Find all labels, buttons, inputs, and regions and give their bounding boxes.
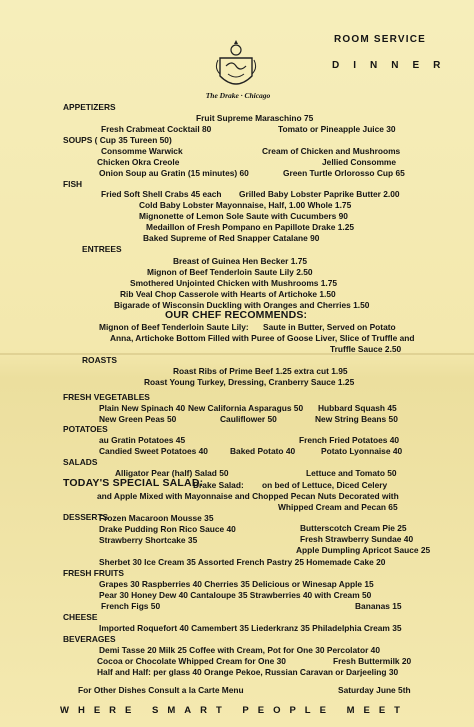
menu-line-e1: Breast of Guinea Hen Becker 1.75 bbox=[173, 256, 308, 266]
menu-line-d2: Butterscotch Cream Pie 25 bbox=[300, 523, 407, 533]
menu-line-p3: Candied Sweet Potatoes 40 bbox=[99, 446, 208, 456]
menu-line-c2: Saute in Butter, Served on Potato bbox=[263, 322, 396, 332]
menu-line-f2: Grilled Baby Lobster Paprike Butter 2.00 bbox=[239, 189, 400, 199]
section-heading-roasts: ROASTS bbox=[82, 355, 117, 365]
menu-line-c1: Mignon of Beef Tenderloin Saute Lily: bbox=[99, 322, 249, 332]
menu-line-p5: Potato Lyonnaise 40 bbox=[321, 446, 403, 456]
section-heading-entrees: ENTREES bbox=[82, 244, 122, 254]
menu-line-s6: Green Turtle Orlorosso Cup 65 bbox=[283, 168, 405, 178]
menu-line-e3: Smothered Unjointed Chicken with Mushrooms 1.75 bbox=[130, 278, 338, 288]
menu-line-v5: Cauliflower 50 bbox=[220, 414, 277, 424]
menu-line-v1: Plain New Spinach 40 bbox=[99, 403, 186, 413]
menu-line-d4: Fresh Strawberry Sundae 40 bbox=[300, 534, 414, 544]
section-heading-fish: FISH bbox=[63, 179, 83, 189]
menu-line-f5: Medaillon of Fresh Pompano en Papillote Drake 1.25 bbox=[146, 222, 355, 232]
menu-line-ch1: Imported Roquefort 40 Camembert 35 Liederkranz 35 Philadelphia Cream 35 bbox=[99, 623, 402, 633]
brand-name: The Drake · Chicago bbox=[205, 91, 271, 100]
menu-line-f3: Cold Baby Lobster Mayonnaise, Half, 1.00 Whole 1.75 bbox=[139, 200, 352, 210]
menu-line-c4: Truffle Sauce 2.50 bbox=[330, 344, 402, 354]
section-heading-potatoes: POTATOES bbox=[63, 424, 108, 434]
section-heading-soups: SOUPS ( Cup 35 Tureen 50) bbox=[63, 135, 172, 145]
menu-line-sp3: and Apple Mixed with Mayonnaise and Chopped Pecan Nuts Decorated with bbox=[97, 491, 399, 501]
menu-line-fr3: French Figs 50 bbox=[101, 601, 161, 611]
menu-line-d6: Apple Dumpling Apricot Sauce 25 bbox=[296, 545, 431, 555]
menu-line-e2: Mignon of Beef Tenderloin Saute Lily 2.50 bbox=[147, 267, 313, 277]
menu-line-f6: Baked Supreme of Red Snapper Catalane 90 bbox=[143, 233, 320, 243]
section-heading-beverages: BEVERAGES bbox=[63, 634, 116, 644]
menu-line-sl1: Alligator Pear (half) Salad 50 bbox=[115, 468, 229, 478]
menu-line-sp4: Whipped Cream and Pecan 65 bbox=[278, 502, 398, 512]
menu-line-c3: Anna, Artichoke Bottom Filled with Puree of Goose Liver, Slice of Truffle and bbox=[110, 333, 415, 343]
menu-line-p4: Baked Potato 40 bbox=[230, 446, 296, 456]
section-heading-appetizers: APPETIZERS bbox=[63, 102, 116, 112]
menu-line-v4: New Green Peas 50 bbox=[99, 414, 177, 424]
section-heading-salads: SALADS bbox=[63, 457, 98, 467]
menu-line-d3: Drake Pudding Ron Rico Sauce 40 bbox=[99, 524, 236, 534]
menu-line-d1: Frozen Macaroon Mousse 35 bbox=[99, 513, 214, 523]
dinner-title: DINNER bbox=[332, 60, 455, 71]
menu-line-fr4: Bananas 15 bbox=[355, 601, 402, 611]
menu-line-o1: For Other Dishes Consult a la Carte Menu bbox=[78, 685, 244, 695]
menu-line-s1: Consomme Warwick bbox=[101, 146, 183, 156]
footer-slogan: WHERE SMART PEOPLE MEET bbox=[60, 705, 409, 716]
menu-line-a1: Fruit Supreme Maraschino 75 bbox=[196, 113, 314, 123]
menu-line-v2: New California Asparagus 50 bbox=[188, 403, 304, 413]
menu-line-b4: Half and Half: per glass 40 Orange Pekoe, Russian Caravan or Darjeeling 30 bbox=[97, 667, 399, 677]
menu-line-fr1: Grapes 30 Raspberries 40 Cherries 35 Delicious or Winesap Apple 15 bbox=[99, 579, 374, 589]
menu-line-fr2: Pear 30 Honey Dew 40 Cantaloupe 35 Strawberries 40 with Cream 50 bbox=[99, 590, 372, 600]
menu-line-v3: Hubbard Squash 45 bbox=[318, 403, 397, 413]
menu-line-a2: Fresh Crabmeat Cocktail 80 bbox=[101, 124, 212, 134]
menu-line-f1: Fried Soft Shell Crabs 45 each bbox=[101, 189, 222, 199]
menu-line-v6: New String Beans 50 bbox=[315, 414, 398, 424]
menu-line-s2: Cream of Chicken and Mushrooms bbox=[262, 146, 401, 156]
section-heading-vegetables: FRESH VEGETABLES bbox=[63, 392, 150, 402]
menu-line-s4: Jellied Consomme bbox=[322, 157, 397, 167]
menu-line-b3: Fresh Buttermilk 20 bbox=[333, 656, 412, 666]
menu-line-e5: Bigarade of Wisconsin Duckling with Oranges and Cherries 1.50 bbox=[114, 300, 370, 310]
menu-line-b1: Demi Tasse 20 Milk 25 Coffee with Cream, Pot for One 30 Percolator 40 bbox=[99, 645, 380, 655]
menu-line-e4: Rib Veal Chop Casserole with Hearts of Artichoke 1.50 bbox=[120, 289, 336, 299]
menu-line-a3: Tomato or Pineapple Juice 30 bbox=[278, 124, 396, 134]
menu-line-b2: Cocoa or Chocolate Whipped Cream for One 30 bbox=[97, 656, 286, 666]
section-heading-cheese: CHEESE bbox=[63, 612, 98, 622]
menu-line-r2: Roast Young Turkey, Dressing, Cranberry Sauce 1.25 bbox=[144, 377, 355, 387]
menu-line-sp2: on bed of Lettuce, Diced Celery bbox=[262, 480, 388, 490]
menu-line-f4: Mignonette of Lemon Sole Saute with Cucumbers 90 bbox=[139, 211, 348, 221]
menu-line-d7: Sherbet 30 Ice Cream 35 Assorted French Pastry 25 Homemade Cake 20 bbox=[99, 557, 386, 567]
menu-line-s3: Chicken Okra Creole bbox=[97, 157, 180, 167]
section-heading-special: TODAY'S SPECIAL SALAD: bbox=[63, 477, 204, 489]
fold-crease bbox=[0, 353, 474, 355]
menu-line-o2: Saturday June 5th bbox=[338, 685, 411, 695]
section-heading-desserts: DESSERTS bbox=[63, 512, 109, 522]
menu-line-sl2: Lettuce and Tomato 50 bbox=[306, 468, 397, 478]
menu-line-p1: au Gratin Potatoes 45 bbox=[99, 435, 186, 445]
drake-crest-logo bbox=[212, 36, 260, 94]
room-service-title: ROOM SERVICE bbox=[334, 34, 427, 45]
menu-line-p2: French Fried Potatoes 40 bbox=[299, 435, 400, 445]
section-heading-chef: OUR CHEF RECOMMENDS: bbox=[165, 309, 308, 321]
menu-line-r1: Roast Ribs of Prime Beef 1.25 extra cut 1.95 bbox=[173, 366, 348, 376]
menu-line-sp1: Drake Salad: bbox=[193, 480, 244, 490]
section-heading-fruits: FRESH FRUITS bbox=[63, 568, 124, 578]
menu-line-s5: Onion Soup au Gratin (15 minutes) 60 bbox=[99, 168, 249, 178]
menu-line-d5: Strawberry Shortcake 35 bbox=[99, 535, 198, 545]
